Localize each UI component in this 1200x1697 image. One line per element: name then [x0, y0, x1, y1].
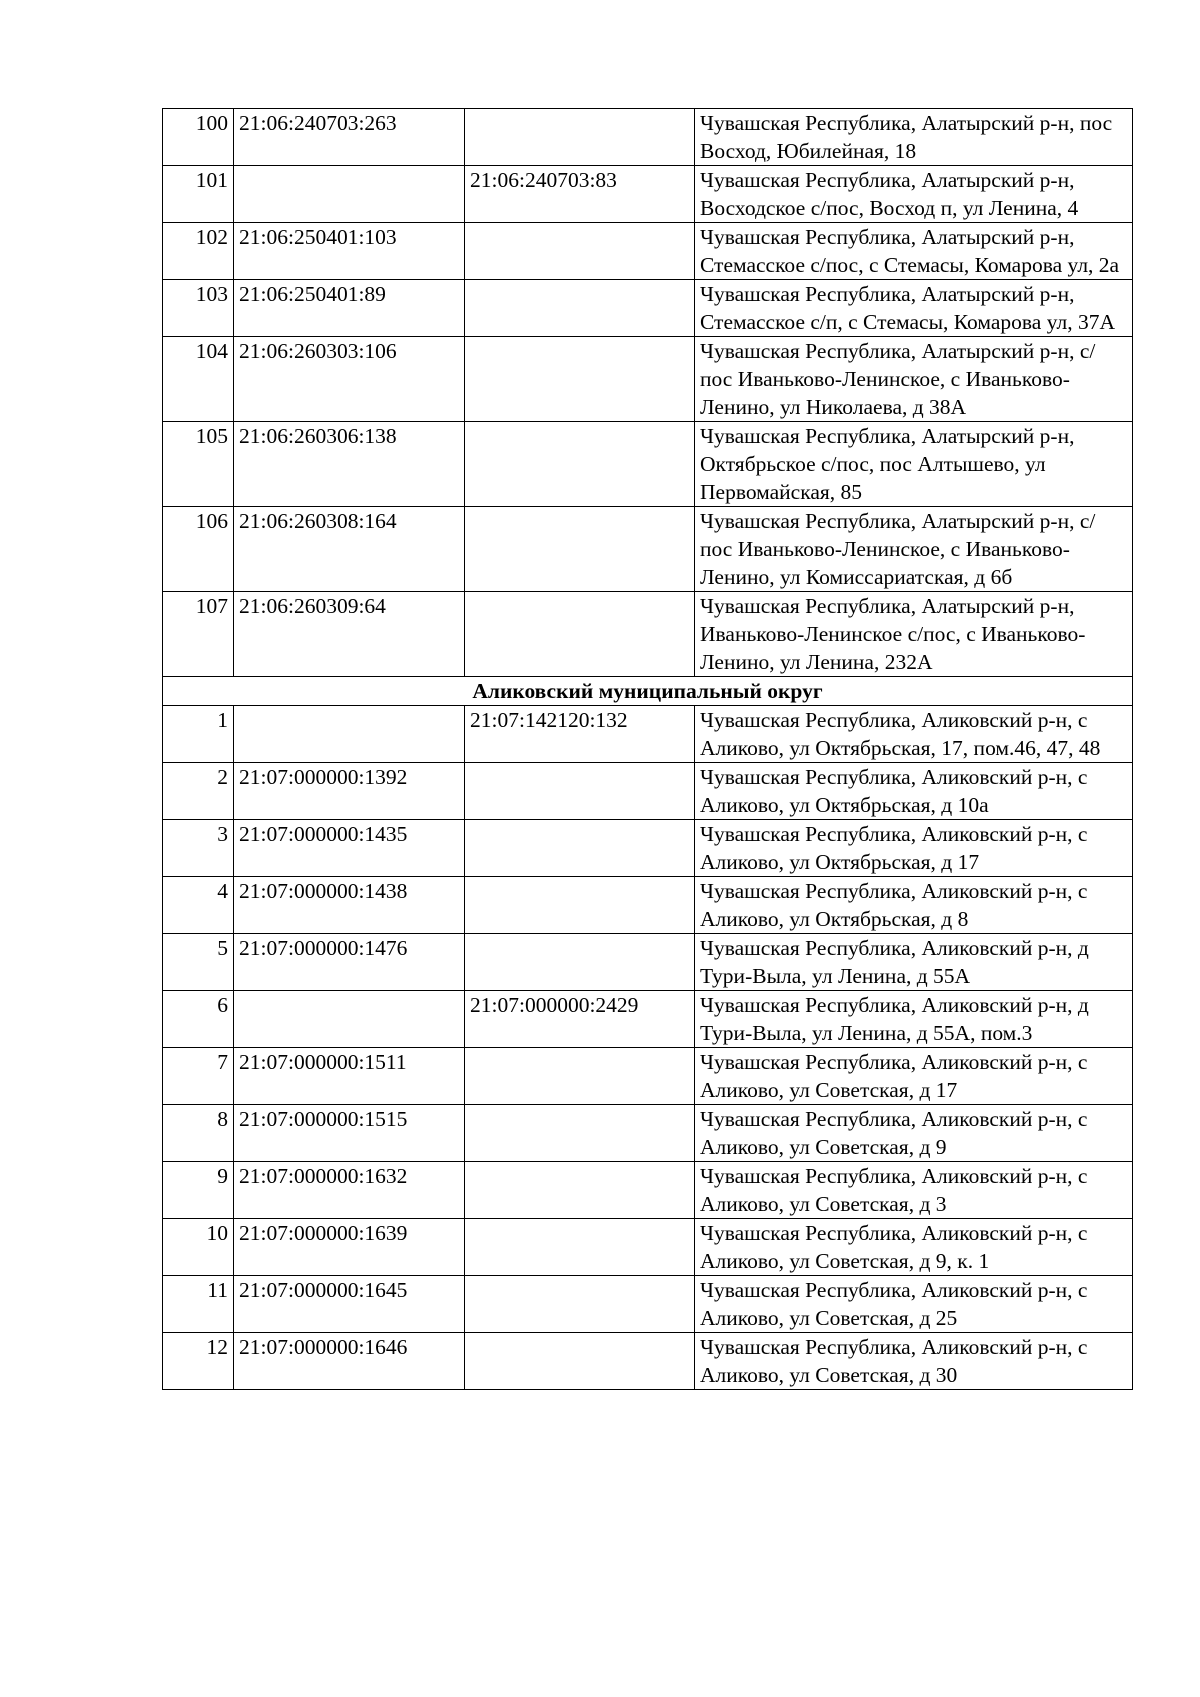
address-cell: Чувашская Республика, Аликовский р-н, д Тури-Выла, ул Ленина, д 55А — [695, 934, 1133, 991]
cadastral-premise-cell — [465, 507, 695, 592]
cadastral-building-cell: 21:06:260303:106 — [234, 337, 465, 422]
row-number-cell: 4 — [163, 877, 234, 934]
address-cell: Чувашская Республика, Аликовский р-н, с Аликово, ул Советская, д 25 — [695, 1276, 1133, 1333]
row-number-cell: 105 — [163, 422, 234, 507]
cadastral-building-cell — [234, 706, 465, 763]
address-cell: Чувашская Республика, Алатырский р-н, с/пос Иваньково-Ленинское, с Иваньково-Ленино, ул Комиссариатская, д 6б — [695, 507, 1133, 592]
table-row — [163, 877, 1133, 934]
address-cell: Чувашская Республика, Алатырский р-н, Стемасское с/п, с Стемасы, Комарова ул, 37А — [695, 280, 1133, 337]
cadastral-premise-cell — [465, 934, 695, 991]
cadastral-building-cell: 21:07:000000:1639 — [234, 1219, 465, 1276]
row-number-cell: 1 — [163, 706, 234, 763]
row-number-cell: 3 — [163, 820, 234, 877]
cadastral-premise-cell — [465, 820, 695, 877]
cadastral-premise-cell — [465, 1162, 695, 1219]
cadastral-premise-cell — [465, 763, 695, 820]
table-row — [163, 1162, 1133, 1219]
cadastral-building-cell: 21:07:000000:1392 — [234, 763, 465, 820]
cadastral-premise-cell — [465, 223, 695, 280]
table-row — [163, 223, 1133, 280]
address-cell: Чувашская Республика, Аликовский р-н, с Аликово, ул Октябрьская, 17, пом.46, 47, 48 — [695, 706, 1133, 763]
row-number-cell: 8 — [163, 1105, 234, 1162]
cadastral-building-cell: 21:07:000000:1435 — [234, 820, 465, 877]
address-cell: Чувашская Республика, Алатырский р-н, Стемасское с/пос, с Стемасы, Комарова ул, 2а — [695, 223, 1133, 280]
table-row — [163, 991, 1133, 1048]
row-number-cell: 101 — [163, 166, 234, 223]
address-cell: Чувашская Республика, Аликовский р-н, с Аликово, ул Советская, д 9, к. 1 — [695, 1219, 1133, 1276]
row-number-cell: 6 — [163, 991, 234, 1048]
table-row — [163, 1105, 1133, 1162]
section-title: Аликовский муниципальный округ — [163, 677, 1133, 706]
row-number-cell: 7 — [163, 1048, 234, 1105]
address-cell: Чувашская Республика, Аликовский р-н, с Аликово, ул Советская, д 17 — [695, 1048, 1133, 1105]
cadastral-building-cell: 21:07:000000:1511 — [234, 1048, 465, 1105]
table-row — [163, 592, 1133, 677]
row-number-cell: 11 — [163, 1276, 234, 1333]
row-number-cell: 12 — [163, 1333, 234, 1390]
address-cell: Чувашская Республика, Алатырский р-н, Восходское с/пос, Восход п, ул Ленина, 4 — [695, 166, 1133, 223]
registry-rows-bottom — [163, 706, 1133, 1390]
row-number-cell: 103 — [163, 280, 234, 337]
cadastral-building-cell: 21:06:260306:138 — [234, 422, 465, 507]
address-cell: Чувашская Республика, Аликовский р-н, с Аликово, ул Октябрьская, д 8 — [695, 877, 1133, 934]
cadastral-building-cell — [234, 991, 465, 1048]
cadastral-building-cell: 21:07:000000:1646 — [234, 1333, 465, 1390]
table-row — [163, 820, 1133, 877]
address-cell: Чувашская Республика, Алатырский р-н, Октябрьское с/пос, пос Алтышево, ул Первомайская, 85 — [695, 422, 1133, 507]
row-number-cell: 2 — [163, 763, 234, 820]
cadastral-building-cell: 21:06:260309:64 — [234, 592, 465, 677]
row-number-cell: 102 — [163, 223, 234, 280]
table-row — [163, 166, 1133, 223]
address-cell: Чувашская Республика, Аликовский р-н, с Аликово, ул Октябрьская, д 17 — [695, 820, 1133, 877]
cadastral-premise-cell — [465, 1276, 695, 1333]
cadastral-building-cell: 21:07:000000:1632 — [234, 1162, 465, 1219]
cadastral-premise-cell — [465, 337, 695, 422]
cadastral-premise-cell — [465, 592, 695, 677]
table-row — [163, 1048, 1133, 1105]
cadastral-premise-cell — [465, 1333, 695, 1390]
property-registry-table — [162, 108, 1133, 1390]
cadastral-building-cell: 21:07:000000:1438 — [234, 877, 465, 934]
table-row — [163, 337, 1133, 422]
table-row — [163, 1276, 1133, 1333]
cadastral-building-cell: 21:06:240703:263 — [234, 109, 465, 166]
address-cell: Чувашская Республика, Алатырский р-н, пос Восход, Юбилейная, 18 — [695, 109, 1133, 166]
cadastral-premise-cell — [465, 109, 695, 166]
row-number-cell: 100 — [163, 109, 234, 166]
cadastral-building-cell: 21:07:000000:1645 — [234, 1276, 465, 1333]
address-cell: Чувашская Республика, Аликовский р-н, с Аликово, ул Советская, д 3 — [695, 1162, 1133, 1219]
row-number-cell: 9 — [163, 1162, 234, 1219]
table-row — [163, 109, 1133, 166]
cadastral-premise-cell: 21:06:240703:83 — [465, 166, 695, 223]
cadastral-premise-cell — [465, 1048, 695, 1105]
cadastral-premise-cell — [465, 1219, 695, 1276]
cadastral-premise-cell — [465, 280, 695, 337]
row-number-cell: 106 — [163, 507, 234, 592]
row-number-cell: 10 — [163, 1219, 234, 1276]
cadastral-building-cell: 21:07:000000:1515 — [234, 1105, 465, 1162]
cadastral-premise-cell — [465, 1105, 695, 1162]
row-number-cell: 5 — [163, 934, 234, 991]
cadastral-building-cell: 21:06:250401:89 — [234, 280, 465, 337]
table-row — [163, 1333, 1133, 1390]
table-row — [163, 763, 1133, 820]
cadastral-building-cell: 21:07:000000:1476 — [234, 934, 465, 991]
table-row — [163, 934, 1133, 991]
cadastral-building-cell: 21:06:260308:164 — [234, 507, 465, 592]
table-row — [163, 706, 1133, 763]
cadastral-premise-cell: 21:07:142120:132 — [465, 706, 695, 763]
registry-rows-top — [163, 109, 1133, 677]
cadastral-building-cell: 21:06:250401:103 — [234, 223, 465, 280]
table-row — [163, 507, 1133, 592]
address-cell: Чувашская Республика, Аликовский р-н, с Аликово, ул Советская, д 30 — [695, 1333, 1133, 1390]
cadastral-premise-cell — [465, 877, 695, 934]
row-number-cell: 107 — [163, 592, 234, 677]
cadastral-premise-cell — [465, 422, 695, 507]
section-header-group — [163, 677, 1133, 706]
address-cell: Чувашская Республика, Аликовский р-н, д Тури-Выла, ул Ленина, д 55А, пом.3 — [695, 991, 1133, 1048]
cadastral-premise-cell: 21:07:000000:2429 — [465, 991, 695, 1048]
address-cell: Чувашская Республика, Алатырский р-н, с/пос Иваньково-Ленинское, с Иваньково-Ленино, ул Николаева, д 38А — [695, 337, 1133, 422]
table-row — [163, 1219, 1133, 1276]
address-cell: Чувашская Республика, Алатырский р-н, Иваньково-Ленинское с/пос, с Иваньково-Ленино, ул Ленина, 232А — [695, 592, 1133, 677]
row-number-cell: 104 — [163, 337, 234, 422]
table-row — [163, 280, 1133, 337]
address-cell: Чувашская Республика, Аликовский р-н, с Аликово, ул Советская, д 9 — [695, 1105, 1133, 1162]
cadastral-building-cell — [234, 166, 465, 223]
address-cell: Чувашская Республика, Аликовский р-н, с Аликово, ул Октябрьская, д 10а — [695, 763, 1133, 820]
section-header-row — [163, 677, 1133, 706]
table-row — [163, 422, 1133, 507]
